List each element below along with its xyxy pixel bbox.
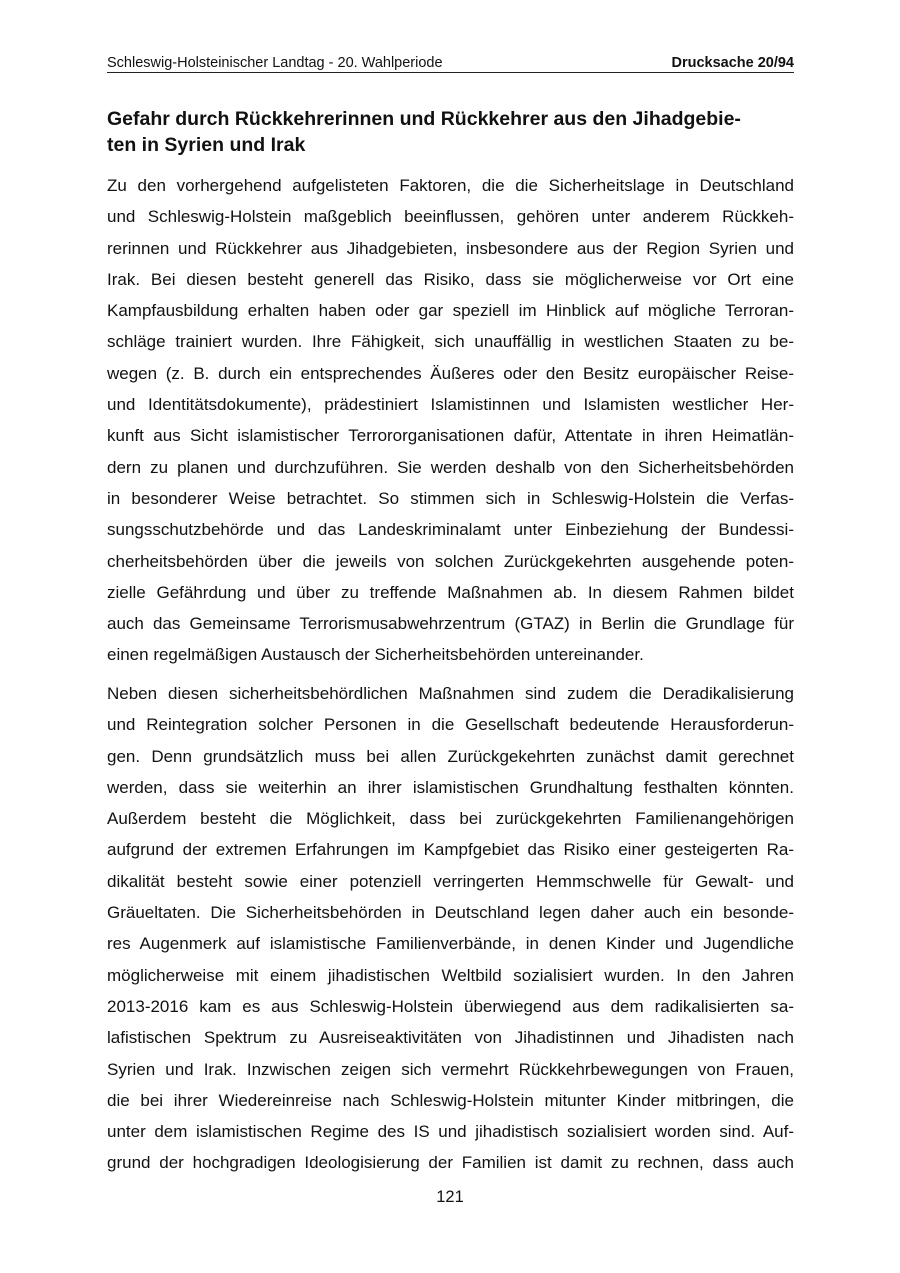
text-line: schläge trainiert wurden. Ihre Fähigkeit, sich unauffällig in westlichen Staaten zu be- bbox=[107, 332, 794, 352]
text-line: unter dem islamistischen Regime des IS und jihadistisch sozialisiert worden sind. Auf- bbox=[107, 1122, 794, 1142]
section-title-line-2: ten in Syrien und Irak bbox=[107, 134, 306, 156]
section-title bbox=[107, 106, 794, 158]
text-line: res Augenmerk auf islamistische Familienverbände, in denen Kinder und Jugendliche bbox=[107, 934, 794, 954]
text-line: 2013-2016 kam es aus Schleswig-Holstein überwiegend aus dem radikalisierten sa- bbox=[107, 996, 794, 1016]
text-line: Irak. Bei diesen besteht generell das Risiko, dass sie möglicherweise vor Ort eine bbox=[107, 269, 794, 289]
text-line: kunft aus Sicht islamistischer Terrororganisationen dafür, Attentate in ihren Heimatlän- bbox=[107, 426, 794, 446]
header-document-number: Drucksache 20/94 bbox=[671, 55, 794, 71]
text-line: zielle Gefährdung und über zu treffende Maßnahmen ab. In diesem Rahmen bildet bbox=[107, 582, 794, 602]
text-line: grund der hochgradigen Ideologisierung der Familien ist damit zu rechnen, dass auch bbox=[107, 1153, 794, 1173]
text-line: aufgrund der extremen Erfahrungen im Kampfgebiet das Risiko einer gesteigerten Ra- bbox=[107, 840, 794, 860]
text-line: in besonderer Weise betrachtet. So stimmen sich in Schleswig-Holstein die Verfas- bbox=[107, 488, 794, 508]
text-line: cherheitsbehörden über die jeweils von solchen Zurückgekehrten ausgehende poten- bbox=[107, 551, 794, 571]
text-line: werden, dass sie weiterhin an ihrer islamistischen Grundhaltung festhalten könnten. bbox=[107, 777, 794, 797]
text-line: Außerdem besteht die Möglichkeit, dass bei zurückgekehrten Familienangehörigen bbox=[107, 809, 794, 829]
section-title-line-1: Gefahr durch Rückkehrerinnen und Rückkehrer aus den Jihadgebie- bbox=[107, 108, 741, 130]
text-line: rerinnen und Rückkehrer aus Jihadgebieten, insbesondere aus der Region Syrien und bbox=[107, 238, 794, 258]
header-parliament-title: Schleswig-Holsteinischer Landtag - 20. Wahlperiode bbox=[107, 55, 443, 71]
text-line: dern zu planen und durchzuführen. Sie werden deshalb von den Sicherheitsbehörden bbox=[107, 457, 794, 477]
text-line: möglicherweise mit einem jihadistischen Weltbild sozialisiert wurden. In den Jahren bbox=[107, 965, 794, 985]
text-line: und Reintegration solcher Personen in die Gesellschaft bedeutende Herausforderun- bbox=[107, 715, 794, 735]
text-line: Kampfausbildung erhalten haben oder gar speziell im Hinblick auf mögliche Terroran- bbox=[107, 301, 794, 321]
text-line: gen. Denn grundsätzlich muss bei allen Zurückgekehrten zunächst damit gerechnet bbox=[107, 746, 794, 766]
text-line: Syrien und Irak. Inzwischen zeigen sich vermehrt Rückkehrbewegungen von Frauen, bbox=[107, 1059, 794, 1079]
page-number: 121 bbox=[436, 1188, 464, 1206]
text-line: lafistischen Spektrum zu Ausreiseaktivitäten von Jihadistinnen und Jihadisten nach bbox=[107, 1028, 794, 1048]
text-line: Zu den vorhergehend aufgelisteten Faktoren, die die Sicherheitslage in Deutschland bbox=[107, 176, 794, 195]
text-line: einen regelmäßigen Austausch der Sicherheitsbehörden untereinander. bbox=[107, 645, 644, 665]
text-line: sungsschutzbehörde und das Landeskriminalamt unter Einbeziehung der Bundessi- bbox=[107, 520, 794, 540]
text-line: Gräueltaten. Die Sicherheitsbehörden in Deutschland legen daher auch ein besonde- bbox=[107, 903, 794, 923]
text-line: wegen (z. B. durch ein entsprechendes Äußeres oder den Besitz europäischer Reise- bbox=[107, 363, 794, 383]
paragraph-1 bbox=[107, 170, 794, 671]
text-line: und Schleswig-Holstein maßgeblich beeinflussen, gehören unter anderem Rückkeh- bbox=[107, 207, 794, 227]
page-header bbox=[107, 54, 794, 73]
text-line: Neben diesen sicherheitsbehördlichen Maßnahmen sind zudem die Deradikalisierung bbox=[107, 684, 794, 703]
text-line: dikalität besteht sowie einer potenziell verringerten Hemmschwelle für Gewalt- und bbox=[107, 871, 794, 891]
paragraph-2 bbox=[107, 678, 794, 1179]
text-line: auch das Gemeinsame Terrorismusabwehrzentrum (GTAZ) in Berlin die Grundlage für bbox=[107, 614, 794, 634]
text-line: die bei ihrer Wiedereinreise nach Schleswig-Holstein mitunter Kinder mitbringen, die bbox=[107, 1090, 794, 1110]
text-line: und Identitätsdokumente), prädestiniert Islamistinnen und Islamisten westlicher Her- bbox=[107, 395, 794, 415]
